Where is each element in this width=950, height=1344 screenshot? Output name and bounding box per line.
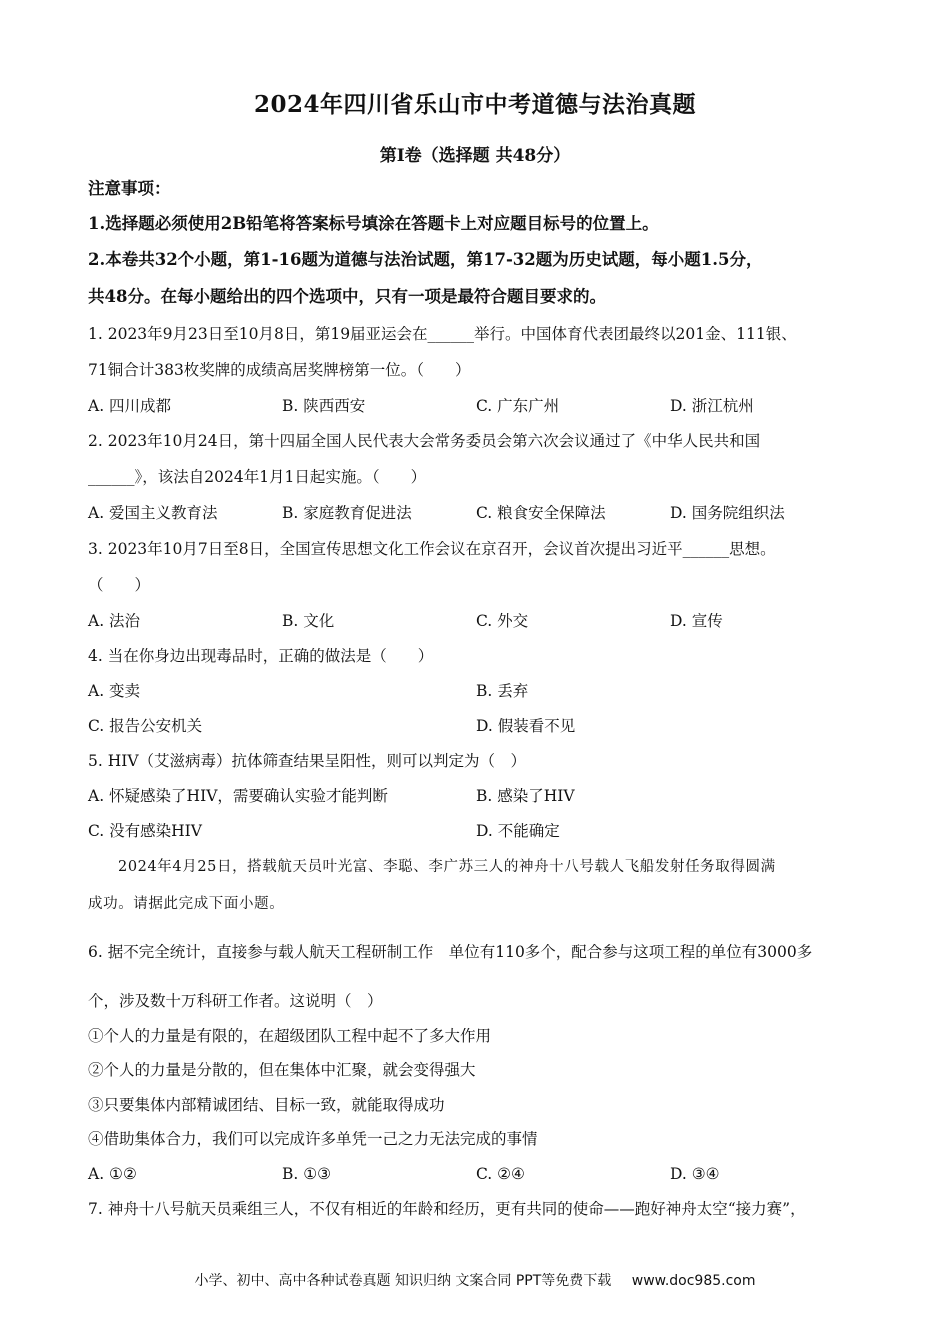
q6-statement-3: ③只要集体内部精诚团结、目标一致，就能取得成功 — [88, 1096, 445, 1114]
q1-option-c: C. 广东广州 — [476, 397, 560, 415]
q3-option-a: A. 法治 — [88, 612, 141, 630]
q2-stem-line-1: 2. 2023年10月24日，第十四届全国人民代表大会常务委员会第六次会议通过了《中华人民共和国 — [88, 432, 761, 450]
q2-stem-line-2: ______》，该法自2024年1月1日起实施。（ ） — [88, 468, 427, 486]
q5-option-d: D. 不能确定 — [476, 822, 560, 840]
q3-option-c: C. 外交 — [476, 612, 529, 630]
q3-stem-line-2: （ ） — [88, 576, 151, 594]
q6-statement-2: ②个人的力量是分散的，但在集体中汇聚，就会变得强大 — [88, 1061, 476, 1079]
context-line-2: 成功。请据此完成下面小题。 — [88, 896, 285, 912]
q5-stem: 5. HIV（艾滋病毒）抗体筛查结果呈阳性，则可以判定为（ ） — [88, 752, 527, 770]
q2-option-d: D. 国务院组织法 — [670, 504, 785, 522]
page-footer — [0, 1270, 950, 1290]
q5-option-b: B. 感染了HIV — [476, 787, 575, 805]
q4-option-d: D. 假装看不见 — [476, 717, 576, 735]
q6-stem-line-2: 个，涉及数十万科研工作者。这说明（ ） — [88, 992, 383, 1010]
q6-option-c: C. ②④ — [476, 1165, 525, 1183]
q4-stem: 4. 当在你身边出现毒品时，正确的做法是（ ） — [88, 647, 434, 665]
q5-option-c: C. 没有感染HIV — [88, 822, 202, 840]
note-2-line-2: 共48分。在每小题给出的四个选项中，只有一项是最符合题目要求的。 — [88, 287, 606, 306]
q5-option-a: A. 怀疑感染了HIV，需要确认实验才能判断 — [88, 787, 388, 805]
q6-option-a: A. ①② — [88, 1165, 137, 1183]
q1-option-a: A. 四川成都 — [88, 397, 172, 415]
q6-option-d: D. ③④ — [670, 1165, 720, 1183]
page-title: 2024年四川省乐山市中考道德与法治真题 — [253, 91, 696, 118]
note-1: 1.选择题必须使用2B铅笔将答案标号填涂在答题卡上对应题目标号的位置上。 — [88, 214, 659, 233]
note-2-line-1: 2.本卷共32个小题，第1-16题为道德与法治试题，第17-32题为历史试题，每小题1.5分， — [88, 250, 763, 269]
q1-stem-line-1: 1. 2023年9月23日至10月8日，第19届亚运会在______举行。中国体育代表团最终以201金、111银、 — [88, 325, 797, 343]
q6-option-b: B. ①③ — [282, 1165, 332, 1183]
q1-stem-line-2: 71铜合计383枚奖牌的成绩高居奖牌榜第一位。（ ） — [88, 361, 471, 379]
q6-statement-1: ①个人的力量是有限的，在超级团队工程中起不了多大作用 — [88, 1027, 492, 1045]
notes-heading: 注意事项： — [88, 179, 171, 198]
q4-option-c: C. 报告公安机关 — [88, 717, 203, 735]
q3-option-b: B. 文化 — [282, 612, 335, 630]
q4-option-b: B. 丢弃 — [476, 682, 529, 700]
context-line-1: 2024年4月25日，搭载航天员叶光富、李聪、李广苏三人的神舟十八号载人飞船发射任务取得圆满 — [118, 859, 776, 875]
q6-statement-4: ④借助集体合力，我们可以完成许多单凭一己之力无法完成的事情 — [88, 1130, 538, 1148]
q6-stem-line-1: 6. 据不完全统计，直接参与载人航天工程研制工作 单位有110多个，配合参与这项工程的单位有3000多 — [88, 943, 813, 961]
q2-option-a: A. 爱国主义教育法 — [88, 504, 218, 522]
q3-stem-line-1: 3. 2023年10月7日至8日，全国宣传思想文化工作会议在京召开，会议首次提出习近平______思想。 — [88, 540, 776, 558]
footer-text: 小学、初中、高中各种试卷真题 知识归纳 文案合同 PPT等免费下载 — [194, 1273, 612, 1289]
q4-option-a: A. 变卖 — [88, 682, 141, 700]
q7-stem-line-1: 7. 神舟十八号航天员乘组三人，不仅有相近的年龄和经历，更有共同的使命——跑好神舟太空“接力赛”， — [88, 1200, 806, 1218]
q2-option-c: C. 粮食安全保障法 — [476, 504, 606, 522]
q1-option-b: B. 陕西西安 — [282, 397, 366, 415]
q3-option-d: D. 宣传 — [670, 612, 723, 630]
q1-option-d: D. 浙江杭州 — [670, 397, 754, 415]
q2-option-b: B. 家庭教育促进法 — [282, 504, 412, 522]
footer-site-link[interactable]: www.doc985.com — [631, 1273, 756, 1289]
section-subtitle: 第Ⅰ卷（选择题 共48分） — [379, 146, 571, 166]
